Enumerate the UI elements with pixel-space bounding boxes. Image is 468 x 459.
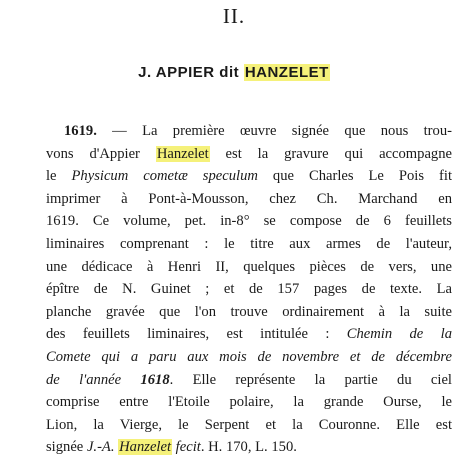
italic-title: Chemin de la	[346, 326, 453, 343]
text-line	[64, 120, 452, 143]
text-run: vons d'Appier	[46, 145, 156, 162]
text-line: 1619. Ce volume, pet. in-8° se compose de 6 feuillets	[46, 213, 452, 230]
italic-title: de l'année	[46, 371, 141, 388]
italic-year: 1618	[140, 371, 170, 388]
italic-signature: fecit	[172, 439, 201, 456]
text-run: — La première œuvre signée que nous trou-	[96, 123, 452, 139]
text-line: planche gravée que l'on trouve ordinairement à la suite	[46, 303, 452, 320]
text-line: une dédicace à Henri II, quelques pièces de vers, une	[46, 258, 452, 275]
text-line: comprise entre l'Etoile polaire, la grande Ourse, le	[46, 394, 452, 411]
highlighted-term: HANZELET	[244, 64, 329, 81]
text-line: imprimer à Pont-à-Mousson, chez Ch. Marchand en	[46, 190, 452, 207]
text-line	[46, 436, 452, 459]
text-run: le	[46, 168, 72, 185]
chapter-number: II.	[222, 4, 246, 28]
text-run: . Elle représente la partie du ciel	[169, 371, 452, 388]
text-run: des feuillets liminaires, est intitulée :	[46, 326, 347, 343]
italic-title: Physicum cometæ speculum	[71, 168, 258, 185]
text-line	[46, 323, 452, 346]
text-run: . H. 170, L. 150.	[200, 439, 297, 456]
body-paragraph	[46, 120, 453, 459]
italic-title: Comete qui a paru aux mois de novembre et de décembre	[46, 348, 452, 365]
text-line: épître de N. Guinet ; et de 157 pages de texte. La	[46, 281, 452, 298]
text-run: signée	[46, 439, 87, 456]
entry-number: 1619.	[64, 123, 97, 139]
text-line: Lion, la Vierge, le Serpent et la Couronne. Elle est	[46, 416, 452, 433]
text-run: est la gravure qui accompagne	[209, 145, 453, 162]
text-line	[46, 165, 452, 188]
text-line	[46, 143, 452, 166]
text-line	[46, 346, 452, 369]
text-run: que Charles Le Pois fit	[257, 168, 452, 185]
highlighted-term: Hanzelet	[156, 145, 209, 162]
text-line	[46, 369, 452, 392]
text-line: liminaires comprenant : le titre aux armes de l'auteur,	[46, 235, 452, 252]
section-title-prefix: J. APPIER dit	[138, 64, 244, 81]
highlighted-term: Hanzelet	[119, 439, 172, 456]
section-title	[0, 64, 468, 81]
italic-signature: J.-A.	[86, 439, 119, 456]
